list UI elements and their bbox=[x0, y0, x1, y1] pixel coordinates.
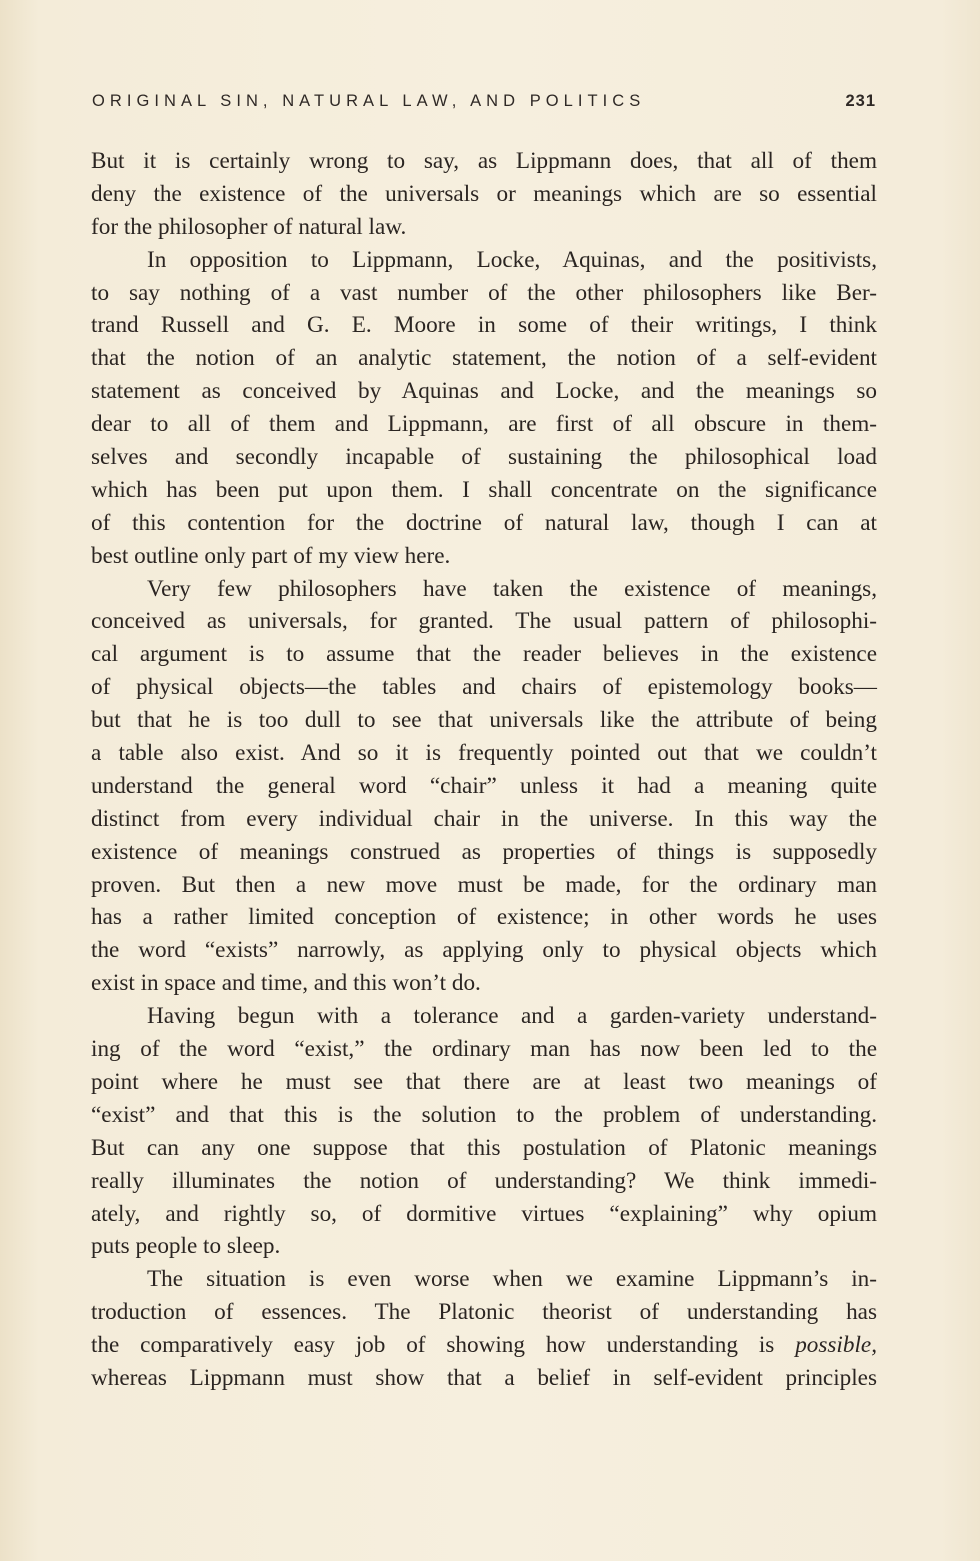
text-line: to say nothing of a vast number of the other philosophers like Ber- bbox=[91, 279, 877, 306]
text-line: point where he must see that there are at least two meanings of bbox=[91, 1068, 877, 1095]
text-line: puts people to sleep. bbox=[91, 1233, 281, 1260]
text-line: really illuminates the notion of understanding? We think immedi- bbox=[91, 1167, 877, 1194]
text-line: of physical objects—the tables and chairs of epistemology books— bbox=[91, 674, 877, 701]
text-line: cal argument is to assume that the reader believes in the existence bbox=[91, 641, 877, 668]
text-line: ing of the word “exist,” the ordinary man has now been led to the bbox=[91, 1036, 877, 1063]
text-line: deny the existence of the universals or meanings which are so essential bbox=[91, 180, 877, 207]
text-line: whereas Lippmann must show that a belief in self-evident principles bbox=[91, 1364, 877, 1391]
text-line: the word “exists” narrowly, as applying only to physical objects which bbox=[91, 937, 877, 964]
text-line: conceived as universals, for granted. The usual pattern of philosophi- bbox=[91, 608, 877, 635]
text-line: for the philosopher of natural law. bbox=[91, 213, 407, 240]
text-line: best outline only part of my view here. bbox=[91, 542, 451, 569]
text-line: trand Russell and G. E. Moore in some of their writings, I think bbox=[91, 312, 877, 339]
text-line: statement as conceived by Aquinas and Locke, and the meanings so bbox=[91, 378, 877, 405]
emphasized-word: possible, bbox=[795, 1332, 877, 1359]
text-line: a table also exist. And so it is frequently pointed out that we couldn’t bbox=[91, 740, 877, 767]
text-line: which has been put upon them. I shall concentrate on the significance bbox=[91, 476, 877, 503]
text-line: has a rather limited conception of existence; in other words he uses bbox=[91, 904, 877, 931]
text-line: proven. But then a new move must be made, for the ordinary man bbox=[91, 871, 877, 898]
text-line: but that he is too dull to see that universals like the attribute of being bbox=[91, 707, 877, 734]
text-line-start: the comparatively easy job of showing how understanding is bbox=[91, 1332, 775, 1359]
text-line: But it is certainly wrong to say, as Lippmann does, that all of them bbox=[91, 148, 877, 174]
text-line: that the notion of an analytic statement, the notion of a self-evident bbox=[91, 345, 877, 372]
text-line: of this contention for the doctrine of natural law, though I can at bbox=[91, 509, 877, 536]
text-line bbox=[91, 1329, 877, 1362]
text-line: exist in space and time, and this won’t do. bbox=[91, 970, 481, 997]
text-line: ately, and rightly so, of dormitive virtues “explaining” why opium bbox=[91, 1200, 877, 1227]
text-line: understand the general word “chair” unless it had a meaning quite bbox=[91, 772, 877, 799]
text-line: But can any one suppose that this postulation of Platonic meanings bbox=[91, 1134, 877, 1161]
paragraph-first-line: Having begun with a tolerance and a garden-variety understand- bbox=[147, 1003, 877, 1030]
text-line: “exist” and that this is the solution to the problem of understanding. bbox=[91, 1101, 877, 1128]
text-line: distinct from every individual chair in the universe. In this way the bbox=[91, 805, 877, 832]
text-line: troduction of essences. The Platonic theorist of understanding has bbox=[91, 1299, 877, 1326]
paragraph-first-line: The situation is even worse when we examine Lippmann’s in- bbox=[147, 1266, 877, 1293]
text-line: existence of meanings construed as properties of things is supposedly bbox=[91, 838, 877, 865]
text-line: dear to all of them and Lippmann, are first of all obscure in them- bbox=[91, 411, 877, 438]
paragraph-first-line: Very few philosophers have taken the existence of meanings, bbox=[147, 575, 877, 602]
chapter-title: ORIGINAL SIN, NATURAL LAW, AND POLITICS bbox=[92, 92, 646, 110]
text-line: selves and secondly incapable of sustaining the philosophical load bbox=[91, 444, 877, 471]
running-head bbox=[92, 92, 876, 122]
page-number: 231 bbox=[845, 92, 876, 110]
body-text bbox=[91, 145, 877, 1395]
paragraph-first-line: In opposition to Lippmann, Locke, Aquinas, and the positivists, bbox=[147, 246, 877, 273]
